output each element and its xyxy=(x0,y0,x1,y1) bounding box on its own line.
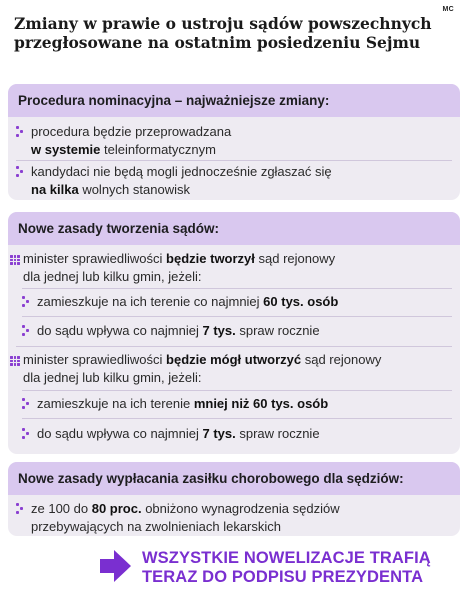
section-court-creation xyxy=(8,212,460,454)
divider xyxy=(16,160,452,161)
arrow-right-icon xyxy=(98,548,132,584)
list-item: minister sprawiedliwości będzie tworzył sąd rejonowy dla jednej lub kilku gmin, jeżeli: xyxy=(10,250,450,286)
section-heading: Procedura nominacyjna – najważniejsze zmiany: xyxy=(8,84,460,117)
page-title: Zmiany w prawie o ustroju sądów powszechnych przegłosowane na ostatnim posiedzeniu Sejmu xyxy=(14,14,432,52)
divider xyxy=(16,346,452,347)
divider xyxy=(22,288,452,289)
footer-callout: WSZYSTKIE NOWELIZACJE TRAFIĄ TERAZ DO PODPISU PREZYDENTA xyxy=(142,549,431,586)
dotted-triangle-bullet-icon xyxy=(22,398,30,412)
section-sick-pay xyxy=(8,462,460,536)
section-nomination-procedure xyxy=(8,84,460,200)
list-item: kandydaci nie będą mogli jednocześnie zgłaszać się na kilka wolnych stanowisk xyxy=(16,163,446,199)
list-item: procedura będzie przeprowadzana w systemie teleinformatycznym xyxy=(16,123,446,159)
section-heading: Nowe zasady wypłacania zasiłku chorobowego dla sędziów: xyxy=(8,462,460,495)
divider xyxy=(22,418,452,419)
dot-grid-bullet-icon xyxy=(10,255,20,265)
dotted-triangle-bullet-icon xyxy=(22,428,30,442)
list-item: zamieszkuje na ich terenie mniej niż 60 tys. osób xyxy=(22,395,442,413)
list-item: zamieszkuje na ich terenie co najmniej 60 tys. osób xyxy=(22,293,442,311)
dotted-triangle-bullet-icon xyxy=(22,296,30,310)
list-item: ze 100 do 80 proc. obniżono wynagrodzenia sędziów przebywających na zwolnieniach lekarskich xyxy=(16,500,446,536)
divider xyxy=(22,316,452,317)
list-item: do sądu wpływa co najmniej 7 tys. spraw rocznie xyxy=(22,322,442,340)
dotted-triangle-bullet-icon xyxy=(22,325,30,339)
divider xyxy=(22,390,452,391)
dotted-triangle-bullet-icon xyxy=(16,166,24,180)
dotted-triangle-bullet-icon xyxy=(16,126,24,140)
section-heading: Nowe zasady tworzenia sądów: xyxy=(8,212,460,245)
dot-grid-bullet-icon xyxy=(10,356,20,366)
source-tag: MC xyxy=(442,6,454,13)
dotted-triangle-bullet-icon xyxy=(16,503,24,517)
list-item: minister sprawiedliwości będzie mógł utworzyć sąd rejonowy dla jednej lub kilku gmin, jeżeli: xyxy=(10,351,450,387)
list-item: do sądu wpływa co najmniej 7 tys. spraw rocznie xyxy=(22,425,442,443)
